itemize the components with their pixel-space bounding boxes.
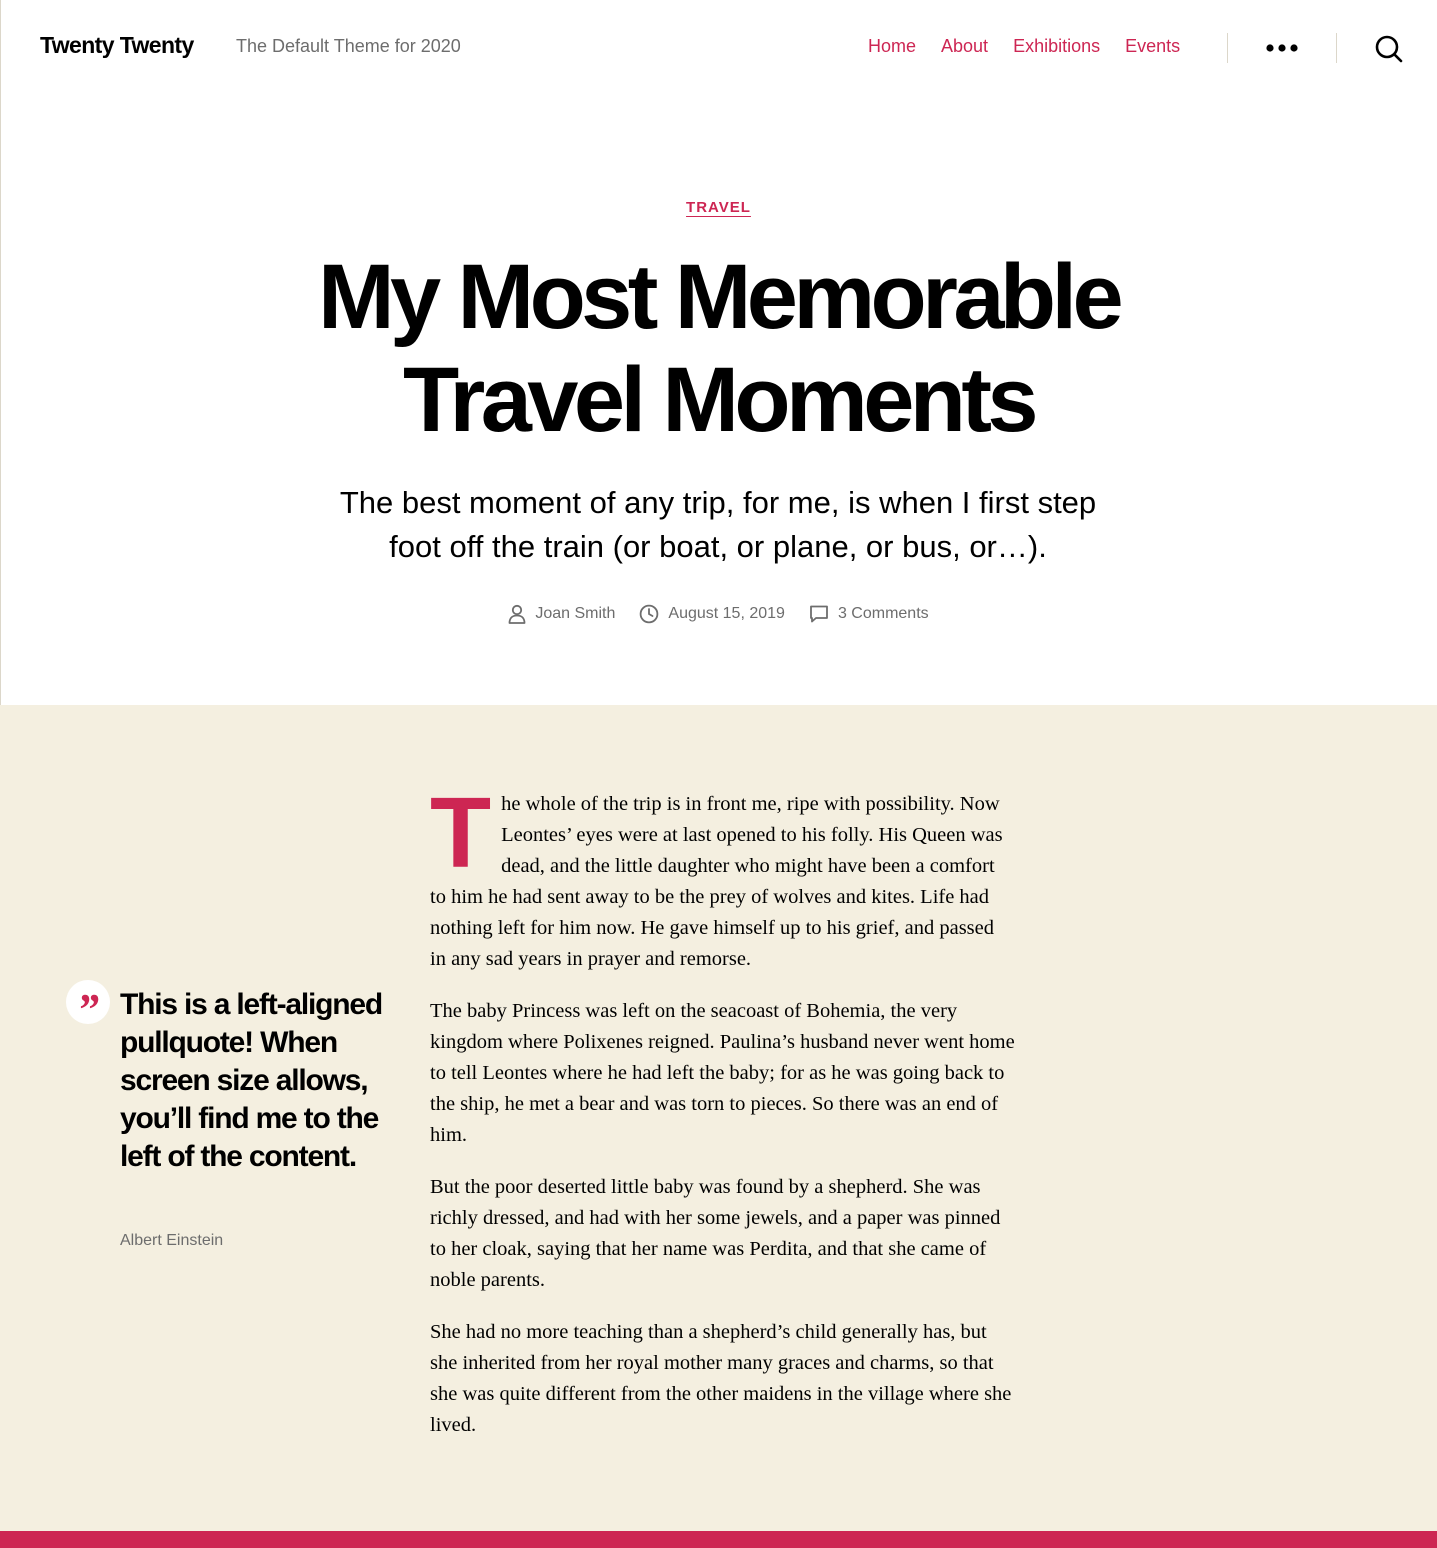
post-title xyxy=(0,246,1437,452)
post-title-line: My Most Memorable xyxy=(317,246,1120,348)
comments-link[interactable]: 3 Comments xyxy=(837,605,929,622)
comment-icon xyxy=(809,604,829,624)
post-author xyxy=(508,604,615,624)
nav-item-events[interactable]: Events xyxy=(1125,36,1181,56)
nav-item-exhibitions[interactable]: Exhibitions xyxy=(1013,36,1101,56)
header-divider xyxy=(1336,33,1337,63)
article-paragraph: But the poor deserted little baby was found by a shepherd. She was richly dressed, and had with her some jewels, and a paper was pinned to her cloak, saying that her name was Perdita, and that she came of noble parents. xyxy=(430,1176,1001,1291)
post-intro-line: The best moment of any trip, for me, is when I first step xyxy=(339,485,1097,520)
post-comments xyxy=(809,604,929,624)
post-title-line: Travel Moments xyxy=(403,349,1034,451)
quote-icon: ” xyxy=(66,980,110,1024)
article-paragraph xyxy=(430,777,1015,975)
more-dots-icon xyxy=(1265,38,1299,58)
primary-nav xyxy=(868,36,1180,57)
post-meta xyxy=(0,604,1437,624)
more-menu-button[interactable] xyxy=(1265,38,1299,58)
header-divider xyxy=(1227,33,1228,63)
pullquote-text: This is a left-aligned pullquote! When screen size allows, you’ll find me to the left of the content. xyxy=(120,988,382,1173)
search-button[interactable] xyxy=(1373,33,1405,65)
drop-cap: T xyxy=(430,777,490,889)
post-intro-line: foot off the train (or boat, or plane, or bus, or…). xyxy=(389,529,1047,564)
site-header xyxy=(0,0,1437,96)
site-description: The Default Theme for 2020 xyxy=(236,36,461,56)
post-category xyxy=(0,199,1437,217)
post-intro xyxy=(318,481,1118,569)
user-icon xyxy=(508,604,526,624)
nav-item-home[interactable]: Home xyxy=(868,36,917,56)
nav-item-about[interactable]: About xyxy=(941,36,989,56)
article-paragraph: She had no more teaching than a shepherd’s child generally has, but she inherited from her royal mother many graces and charms, so that she was quite different from the other maidens in the village where she lived. xyxy=(430,1321,1012,1436)
date-link[interactable]: August 15, 2019 xyxy=(668,605,785,622)
paragraph-text: he whole of the trip is in front me, ripe with possibility. Now Leontes’ eyes were at last opened to his folly. His Queen was dead, and the little daughter who might have been a comfort to him he had sent away to be the prey of wolves and kites. Life had nothing left for him now. He gave himself up to his grief, and passed in any sad years in prayer and remorse. xyxy=(430,793,1003,970)
category-link[interactable]: TRAVEL xyxy=(686,199,751,216)
author-link[interactable]: Joan Smith xyxy=(535,605,616,622)
article-body xyxy=(430,777,1015,1462)
site-title[interactable]: Twenty Twenty xyxy=(40,32,194,58)
search-icon xyxy=(1373,33,1405,65)
post-date xyxy=(639,604,785,624)
article-paragraph: The baby Princess was left on the seacoast of Bohemia, the very kingdom where Polixenes reigned. Paulina’s husband never went home to tell Leontes where he had left the baby; for as he was going back to the ship, he met a bear and was torn to pieces. So there was an end of him. xyxy=(430,1000,1015,1146)
post-content xyxy=(0,705,1437,1531)
footer-accent-bar xyxy=(0,1531,1437,1548)
pullquote-citation: Albert Einstein xyxy=(120,1232,224,1249)
clock-icon xyxy=(639,604,659,624)
